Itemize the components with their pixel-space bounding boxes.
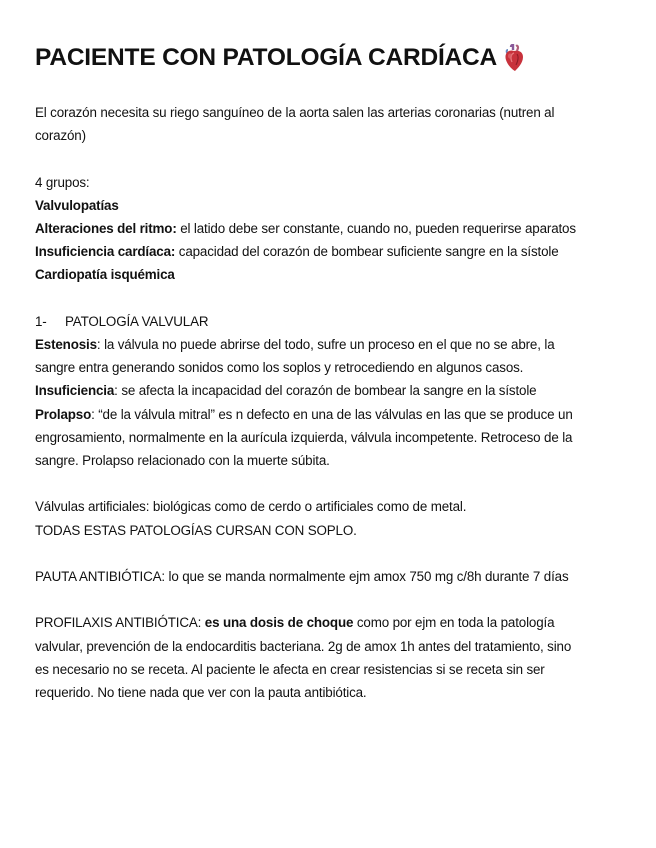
title-text: PACIENTE CON PATOLOGÍA CARDÍACA [35, 44, 498, 71]
anatomical-heart-icon [503, 44, 525, 72]
profilaxis-bold: es una dosis de choque [204, 615, 354, 631]
document-body [35, 101, 625, 704]
profilaxis-label: PROFILAXIS ANTIBIÓTICA: [35, 615, 205, 631]
estenosis-term: Estenosis [35, 337, 97, 352]
group-cardiopatia-isquemica [35, 263, 625, 286]
profilaxis-rest: como por ejm en toda la patología [353, 615, 555, 631]
section-number: 1- [35, 313, 47, 329]
estenosis-line-1 [35, 333, 625, 356]
group-term: Cardiopatía isquémica [35, 267, 175, 283]
profilaxis-line-2: valvular, prevención de la endocarditis bacteriana. 2g de amox 1h antes del tratamiento, sino [35, 638, 572, 654]
group-alteraciones-ritmo [35, 217, 625, 240]
estenosis-desc: : la válvula no puede abrirse del todo, sufre un proceso en el que no se abre, la [96, 337, 555, 352]
groups-label: 4 grupos: [35, 174, 90, 190]
insuficiencia-desc: : se afecta la incapacidad del corazón de bombear la sangre en la sístole [114, 383, 537, 399]
group-insuficiencia-cardiaca [35, 240, 625, 263]
group-term: Alteraciones del ritmo: [35, 221, 177, 236]
prolapso-desc: : “de la válvula mitral” es n defecto en una de las válvulas en las que se produce un [91, 406, 573, 422]
prolapso-term: Prolapso [35, 406, 92, 422]
valvulas-artificiales-line: Válvulas artificiales: biológicas como de cerdo o artificiales como de metal. [35, 499, 467, 515]
soplo-note-line: TODAS ESTAS PATOLOGÍAS CURSAN CON SOPLO. [35, 522, 357, 538]
group-valvulopatias [35, 194, 625, 217]
group-term: Valvulopatías [35, 197, 119, 213]
group-desc: el latido debe ser constante, cuando no, pueden requerirse aparatos [176, 221, 576, 236]
intro-line-1: El corazón necesita su riego sanguíneo de la aorta salen las arterias coronarias (nutren al [35, 105, 555, 120]
section-title: PATOLOGÍA VALVULAR [65, 313, 209, 329]
section-heading [35, 310, 625, 333]
estenosis-line-2: sangre entra generando sonidos como los soplos y retrocediendo en algunos casos. [35, 360, 524, 376]
profilaxis-line-3: es necesario no se receta. Al paciente le afecta en crear resistencias si se receta sin ser [35, 661, 545, 677]
insuficiencia-line [35, 379, 625, 402]
pauta-antibiotica-line: PAUTA ANTIBIÓTICA: lo que se manda normalmente ejm amox 750 mg c/8h durante 7 días [35, 569, 569, 584]
insuficiencia-term: Insuficiencia [35, 383, 115, 399]
profilaxis-line-1 [35, 611, 625, 634]
group-term: Insuficiencia cardíaca: [35, 244, 176, 260]
group-desc: capacidad del corazón de bombear suficiente sangre en la sístole [175, 244, 559, 260]
prolapso-line-2: engrosamiento, normalmente en la aurícula izquierda, válvula incompetente. Retroceso de la [35, 429, 573, 445]
profilaxis-line-4: requerido. No tiene nada que ver con la pauta antibiótica. [35, 685, 367, 700]
intro-line-2: corazón) [35, 128, 86, 144]
prolapso-line-1 [35, 403, 625, 426]
page-title [35, 42, 525, 74]
prolapso-line-3: sangre. Prolapso relacionado con la muerte súbita. [35, 453, 330, 469]
